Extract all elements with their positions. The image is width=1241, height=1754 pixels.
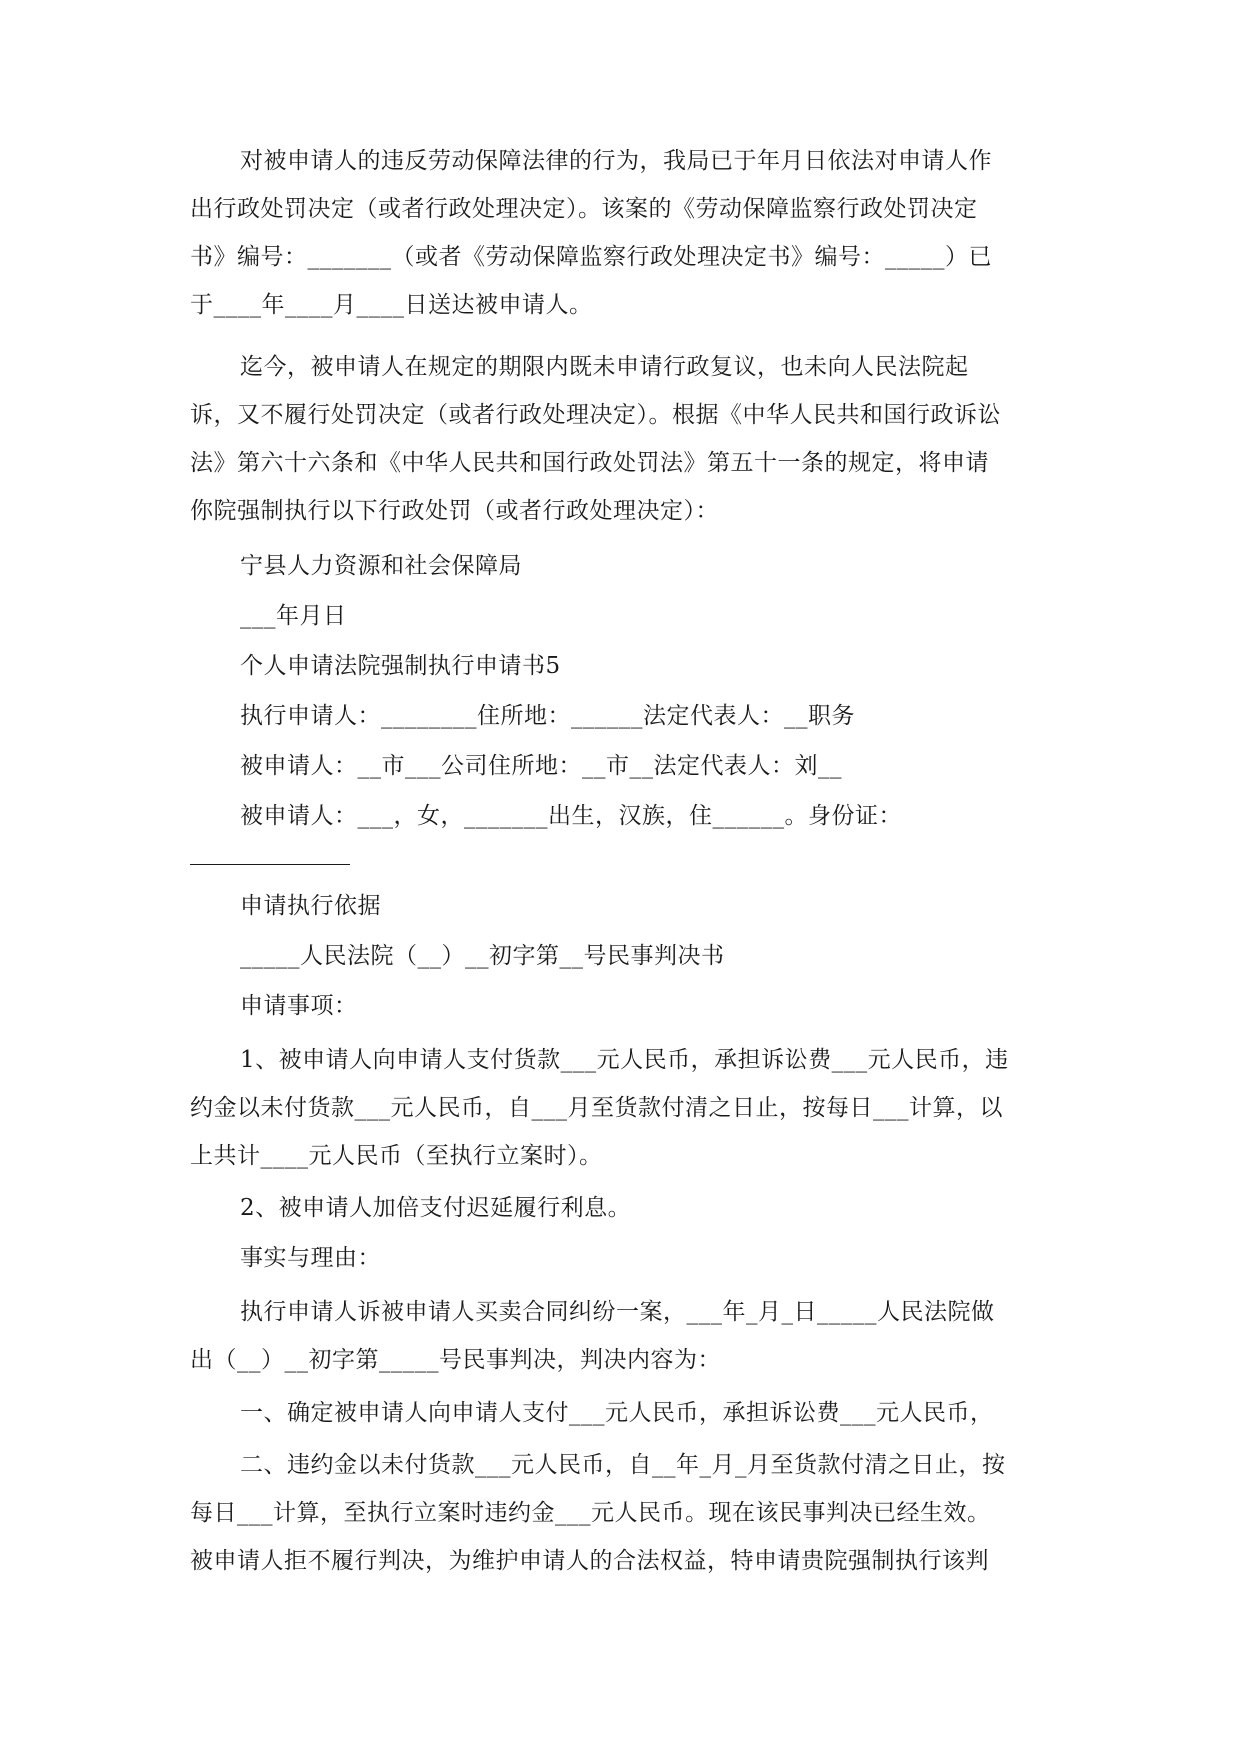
- section-heading: 个人申请法院强制执行申请书5: [240, 653, 561, 679]
- paragraph-line: 迄今，被申请人在规定的期限内既未申请行政复议，也未向人民法院起: [240, 354, 969, 380]
- paragraph-line: 一、确定被申请人向申请人支付___元人民币，承担诉讼费___元人民币，: [240, 1400, 994, 1426]
- issuer-name: 宁县人力资源和社会保障局: [240, 553, 522, 579]
- section-heading: 申请执行依据: [240, 893, 381, 919]
- paragraph-line: 执行申请人诉被申请人买卖合同纠纷一案，___年_月_日_____人民法院做: [240, 1299, 995, 1325]
- issue-date: ___年月日: [240, 603, 347, 629]
- paragraph-line: 约金以未付货款___元人民币，自___月至货款付清之日止，按每日___计算，以: [190, 1095, 1003, 1121]
- paragraph-line: 上共计____元人民币（至执行立案时）。: [190, 1143, 603, 1169]
- paragraph-line: 法》第六十六条和《中华人民共和国行政处罚法》第五十一条的规定，将申请: [190, 450, 989, 476]
- applicant-line: 执行申请人：________住所地：______法定代表人：__职务: [240, 703, 855, 729]
- judgment-reference: _____人民法院（__）__初字第__号民事判决书: [240, 943, 725, 969]
- section-heading: 事实与理由：: [240, 1245, 381, 1271]
- paragraph-line: 被申请人拒不履行判决，为维护申请人的合法权益，特申请贵院强制执行该判: [190, 1548, 989, 1574]
- respondent-line: 被申请人：__市___公司住所地：__市__法定代表人：刘__: [240, 753, 842, 779]
- paragraph-line: 诉，又不履行处罚决定（或者行政处理决定）。根据《中华人民共和国行政诉讼: [190, 402, 1001, 428]
- respondent-line: 被申请人：___，女，_______出生，汉族，住______。身份证：: [240, 803, 902, 829]
- paragraph-line: 出行政处罚决定（或者行政处理决定）。该案的《劳动保障监察行政处罚决定: [190, 196, 978, 222]
- section-heading: 申请事项：: [240, 993, 358, 1019]
- paragraph-line: 每日___计算，至执行立案时违约金___元人民币。现在该民事判决已经生效。: [190, 1500, 991, 1526]
- paragraph-line: 二、违约金以未付货款___元人民币，自__年_月_月至货款付清之日止，按: [240, 1452, 1006, 1478]
- paragraph-line: 出（__）__初字第_____号民事判决，判决内容为：: [190, 1347, 721, 1373]
- paragraph-line: 1、被申请人向申请人支付货款___元人民币，承担诉讼费___元人民币，违: [240, 1047, 1009, 1073]
- paragraph-line: 对被申请人的违反劳动保障法律的行为，我局已于年月日依法对申请人作: [240, 148, 992, 174]
- paragraph-line: 书》编号：_______（或者《劳动保障监察行政处理决定书》编号：_____）已: [190, 244, 992, 270]
- paragraph-line: 于____年____月____日送达被申请人。: [190, 292, 593, 318]
- paragraph-line: 2、被申请人加倍支付迟延履行利息。: [240, 1195, 632, 1221]
- paragraph-line: 你院强制执行以下行政处罚（或者行政处理决定）：: [190, 498, 719, 524]
- id-number-blank: [190, 864, 350, 865]
